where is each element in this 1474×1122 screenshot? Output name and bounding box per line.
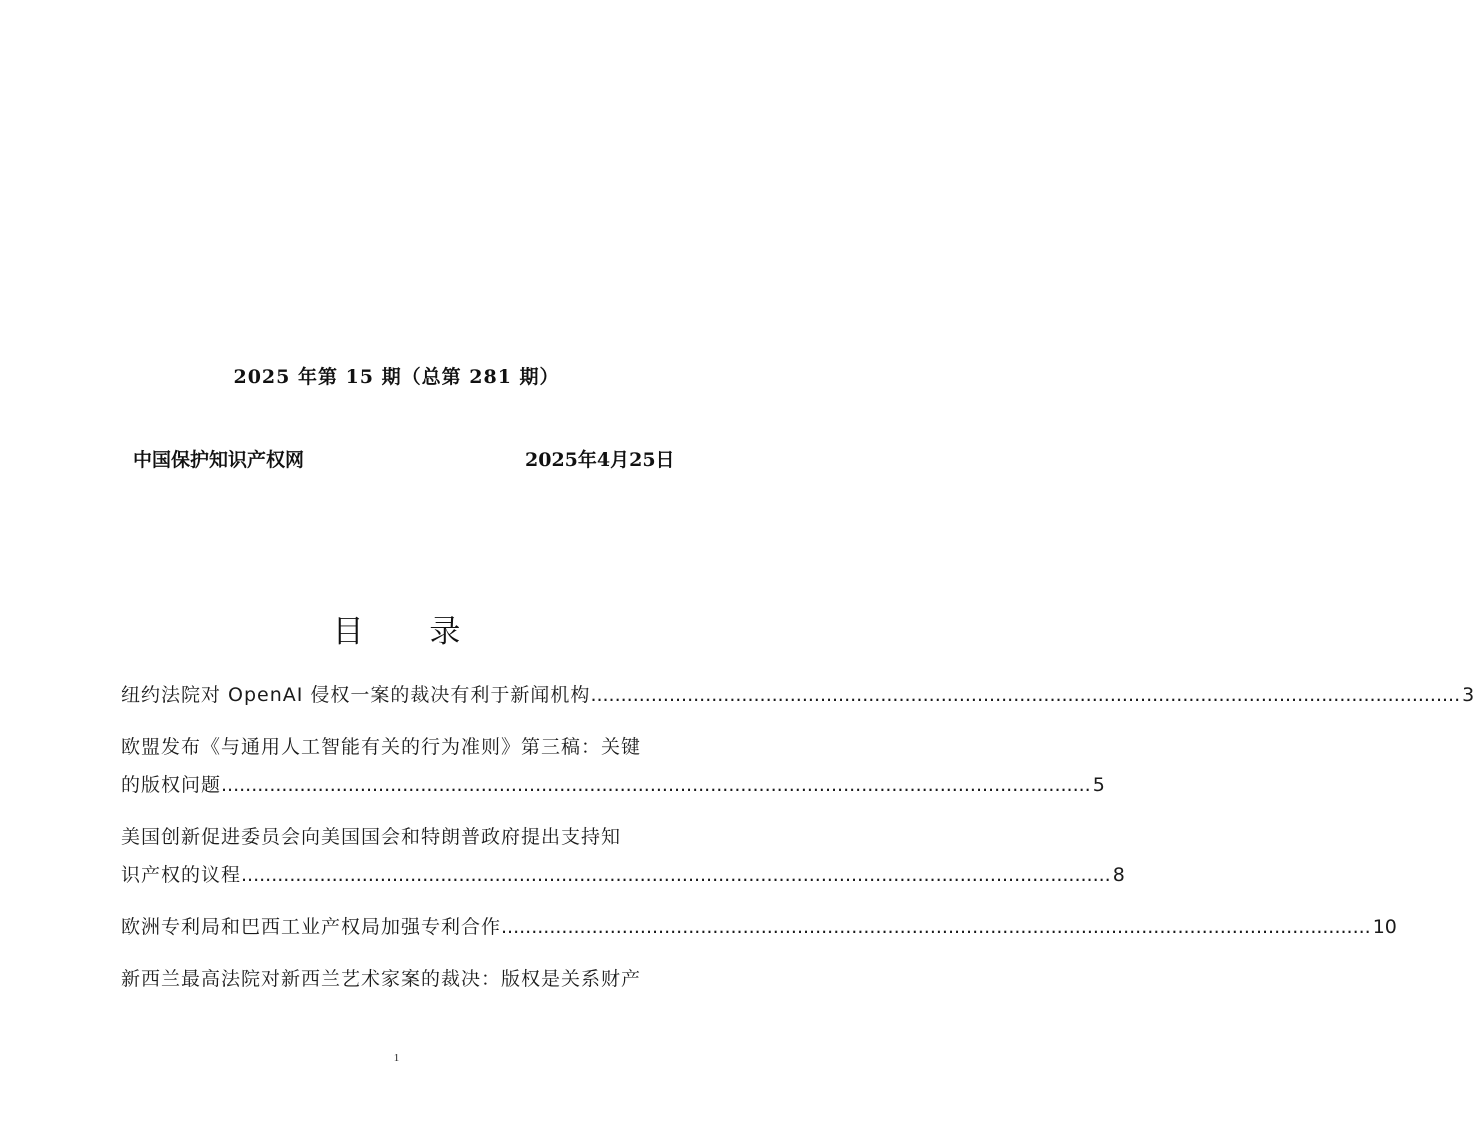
toc-entry-title-continued: 识产权的议程 (121, 864, 242, 886)
toc-entry[interactable] (121, 728, 1105, 804)
toc-entry-title: 新西兰最高法院对新西兰艺术家案的裁决：版权是关系财产 (121, 968, 642, 990)
toc-entry[interactable] (121, 908, 1397, 946)
toc-entry[interactable] (121, 818, 1125, 894)
publisher-name: 中国保护知识产权网 (133, 449, 305, 471)
toc-entry-title-continued: 的版权问题 (121, 774, 222, 796)
toc-leader-dots: ................................................................................................................................................ (590, 684, 1461, 706)
publication-date: 2025年4月25日 (525, 449, 675, 471)
toc-page-number: 8 (1112, 864, 1125, 886)
toc-entry-title: 欧洲专利局和巴西工业产权局加强专利合作 (121, 916, 502, 938)
toc-page-number: 10 (1372, 916, 1397, 938)
issue-number: 2025 年第 15 期（总第 281 期） (233, 366, 560, 388)
toc-title: 目 录 (332, 614, 489, 650)
toc-leader-dots: ................................................................................................................................................ (241, 864, 1111, 886)
toc-entry[interactable] (121, 676, 1474, 714)
toc-entry-title: 纽约法院对 OpenAI 侵权一案的裁决有利于新闻机构 (121, 684, 591, 706)
toc-page-number: 5 (1092, 774, 1105, 796)
page-number: 1 (393, 1052, 400, 1064)
toc-leader-dots: ................................................................................................................................................ (501, 916, 1371, 938)
toc-entry[interactable] (121, 960, 674, 998)
toc-leader-dots: ................................................................................................................................................ (221, 774, 1091, 796)
toc-entry-title: 美国创新促进委员会向美国国会和特朗普政府提出支持知 (121, 826, 622, 848)
toc-entry-title: 欧盟发布《与通用人工智能有关的行为准则》第三稿：关键 (121, 736, 642, 758)
table-of-contents (121, 676, 1474, 1012)
toc-page-number: 3 (1462, 684, 1474, 706)
